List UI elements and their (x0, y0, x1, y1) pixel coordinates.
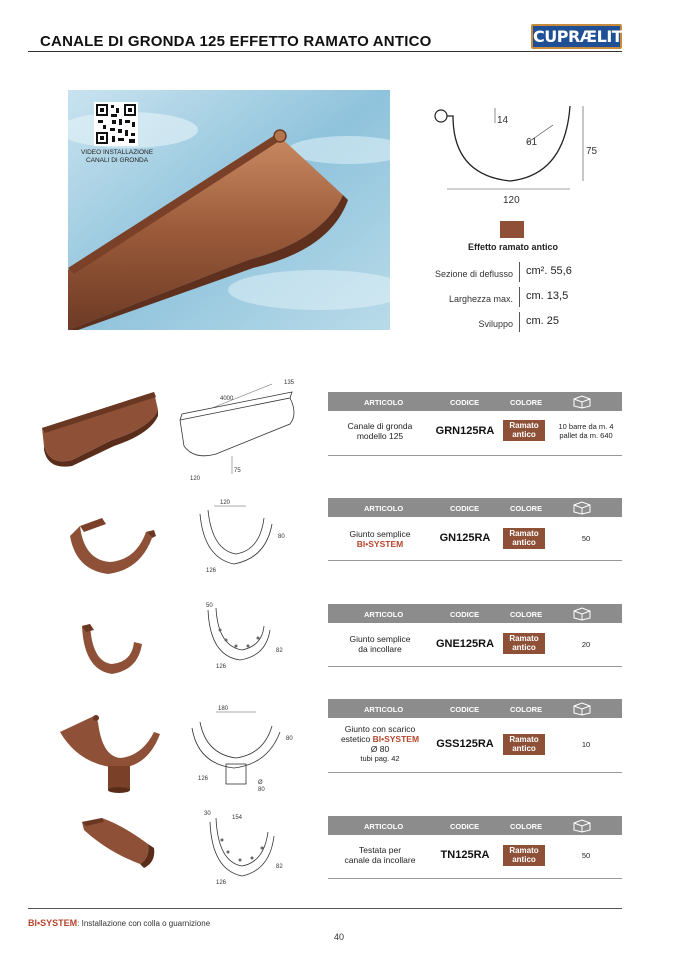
pack-line: pallet da m. 640 (559, 431, 613, 440)
pack-line: 10 barre da m. 4 (558, 422, 614, 431)
colore-line: Ramato (509, 846, 539, 855)
pack-cell (550, 422, 622, 440)
colore-line: Ramato (509, 421, 539, 430)
product-photo (56, 710, 164, 794)
codice-cell: GN125RA (439, 532, 491, 544)
package-icon (572, 701, 592, 718)
dim-height: 80 (286, 736, 293, 742)
spec-value: cm². 55,6 (526, 265, 572, 277)
pack-cell (550, 640, 622, 649)
codice-cell: TN125RA (440, 849, 490, 861)
colore-line: antico (512, 743, 536, 753)
package-icon (572, 818, 592, 835)
dim-diameter: 80 (258, 787, 265, 793)
articolo-cell (328, 529, 432, 549)
dim-base: 126 (216, 880, 227, 886)
page-number: 40 (333, 932, 344, 942)
header-articolo: ARTICOLO (364, 504, 404, 513)
gutter-section-diagram (425, 95, 615, 210)
spec-row-sviluppo (380, 312, 620, 334)
qr-caption-line2: CANALI DI GRONDA (85, 156, 149, 164)
product-drawing (172, 374, 312, 484)
row-divider (328, 666, 622, 667)
bi-system-label: BI•SYSTEM (356, 539, 404, 549)
product-drawing (196, 600, 296, 676)
header-colore: COLORE (510, 504, 543, 513)
colore-line: Ramato (509, 529, 539, 538)
pack-cell (550, 851, 622, 860)
pack-cell (550, 534, 622, 543)
dim-120: 120 (503, 195, 520, 206)
header-colore: COLORE (510, 610, 543, 619)
colore-badge (503, 734, 545, 755)
dim-length: 4000 (220, 396, 234, 402)
articolo-line: canale da incollare (344, 855, 416, 865)
brand-logo: CUPRÆLITE (531, 24, 622, 49)
articolo-line: Giunto semplice (349, 529, 411, 539)
row-divider (328, 455, 622, 456)
header-articolo: ARTICOLO (364, 822, 404, 831)
colore-line: antico (512, 854, 536, 864)
colore-line: antico (512, 537, 536, 547)
row-divider (328, 772, 622, 773)
table-header (328, 816, 622, 835)
product-photo (76, 620, 148, 680)
articolo-line: estetico (340, 734, 371, 744)
package-icon (572, 394, 592, 411)
colore-badge (503, 633, 545, 654)
articolo-line: Giunto con scarico (344, 724, 416, 734)
colore-badge (503, 420, 545, 441)
articolo-line: Ø 80 (370, 744, 390, 754)
articolo-cell (328, 634, 432, 654)
spec-label: Sviluppo (478, 319, 513, 329)
articolo-line: modello 125 (356, 431, 404, 441)
dim-height: 82 (276, 864, 283, 870)
articolo-cell (328, 724, 432, 764)
finish-label: Effetto ramato antico (467, 242, 558, 252)
spec-divider (519, 312, 520, 332)
dim-base: 126 (206, 568, 217, 574)
product-photo (78, 816, 158, 872)
articolo-line: tubi pag. 42 (360, 754, 400, 763)
product-drawing (196, 806, 300, 892)
header-codice: CODICE (450, 822, 480, 831)
table-header (328, 498, 622, 517)
colore-line: antico (512, 429, 536, 439)
table-header (328, 699, 622, 718)
pack-cell (550, 740, 622, 749)
row-divider (328, 560, 622, 561)
qr-caption (72, 149, 162, 164)
colore-line: Ramato (509, 634, 539, 643)
spec-divider (519, 262, 520, 282)
pack-line: 10 (581, 740, 591, 749)
header-codice: CODICE (450, 398, 480, 407)
dim-height: 80 (278, 534, 285, 540)
finish-swatch (500, 221, 524, 238)
pack-line: 20 (581, 640, 591, 649)
spec-value: cm. 13,5 (526, 290, 569, 302)
articolo-cell (328, 845, 432, 865)
spec-value: cm. 25 (526, 315, 560, 327)
colore-line: antico (512, 642, 536, 652)
dim-height: 82 (276, 648, 283, 654)
footer-note (28, 918, 210, 928)
qr-caption-line1: VIDEO INSTALLAZIONE (80, 149, 154, 156)
bi-system-label: BI•SYSTEM (372, 734, 420, 744)
pack-line: 50 (581, 851, 591, 860)
spec-row-larghezza (380, 287, 620, 309)
articolo-line: da incollare (358, 644, 402, 654)
articolo-line: Giunto semplice (349, 634, 411, 644)
dim-diameter-symbol: Ø (258, 780, 263, 786)
header-colore: COLORE (510, 398, 543, 407)
dim-width: 154 (232, 815, 243, 821)
dim-base: 126 (216, 664, 227, 670)
dim-width: 120 (220, 500, 231, 506)
codice-cell: GRN125RA (435, 425, 495, 437)
header-articolo: ARTICOLO (364, 610, 404, 619)
row-divider (328, 878, 622, 879)
dim-depth: 30 (204, 811, 211, 817)
table-header (328, 392, 622, 411)
colore-badge (503, 528, 545, 549)
package-icon (572, 500, 592, 517)
header-codice: CODICE (450, 610, 480, 619)
header-articolo: ARTICOLO (364, 398, 404, 407)
pack-line: 50 (581, 534, 591, 543)
product-drawing (190, 498, 300, 582)
codice-cell: GSS125RA (436, 738, 494, 750)
articolo-cell (328, 421, 432, 441)
product-photo (66, 516, 158, 580)
dim-width: 180 (218, 706, 229, 712)
spec-divider (519, 287, 520, 307)
dim-depth: 50 (206, 603, 213, 609)
header-colore: COLORE (510, 705, 543, 714)
bi-system-label: BI•SYSTEM (28, 918, 78, 928)
colore-badge (503, 845, 545, 866)
spec-row-sezione (380, 262, 620, 284)
articolo-line-with-brand (328, 734, 432, 744)
dim-height: 75 (234, 468, 241, 474)
codice-cell: GNE125RA (435, 638, 495, 650)
dim-base: 120 (190, 476, 201, 482)
dim-width: 135 (284, 380, 295, 386)
header-codice: CODICE (450, 504, 480, 513)
page-title: CANALE DI GRONDA 125 EFFETTO RAMATO ANTICO (40, 33, 432, 50)
dim-75: 75 (586, 146, 598, 157)
header-articolo: ARTICOLO (364, 705, 404, 714)
header-colore: COLORE (510, 822, 543, 831)
footer-note-text: : Installazione con colla o guarnizione (77, 919, 211, 928)
dim-14: 14 (497, 115, 509, 126)
dim-base: 126 (198, 776, 209, 782)
qr-code[interactable] (94, 102, 138, 146)
spec-label: Larghezza max. (448, 294, 513, 304)
product-drawing (182, 698, 300, 794)
footer-divider (28, 908, 622, 909)
dim-61: 61 (526, 137, 538, 148)
product-photo (42, 388, 160, 470)
spec-label: Sezione di deflusso (434, 269, 513, 279)
header-codice: CODICE (450, 705, 480, 714)
package-icon (572, 606, 592, 623)
articolo-line: Testata per (358, 845, 402, 855)
title-divider (28, 51, 622, 52)
articolo-line: Canale di gronda (347, 421, 413, 431)
colore-line: Ramato (509, 735, 539, 744)
table-header (328, 604, 622, 623)
